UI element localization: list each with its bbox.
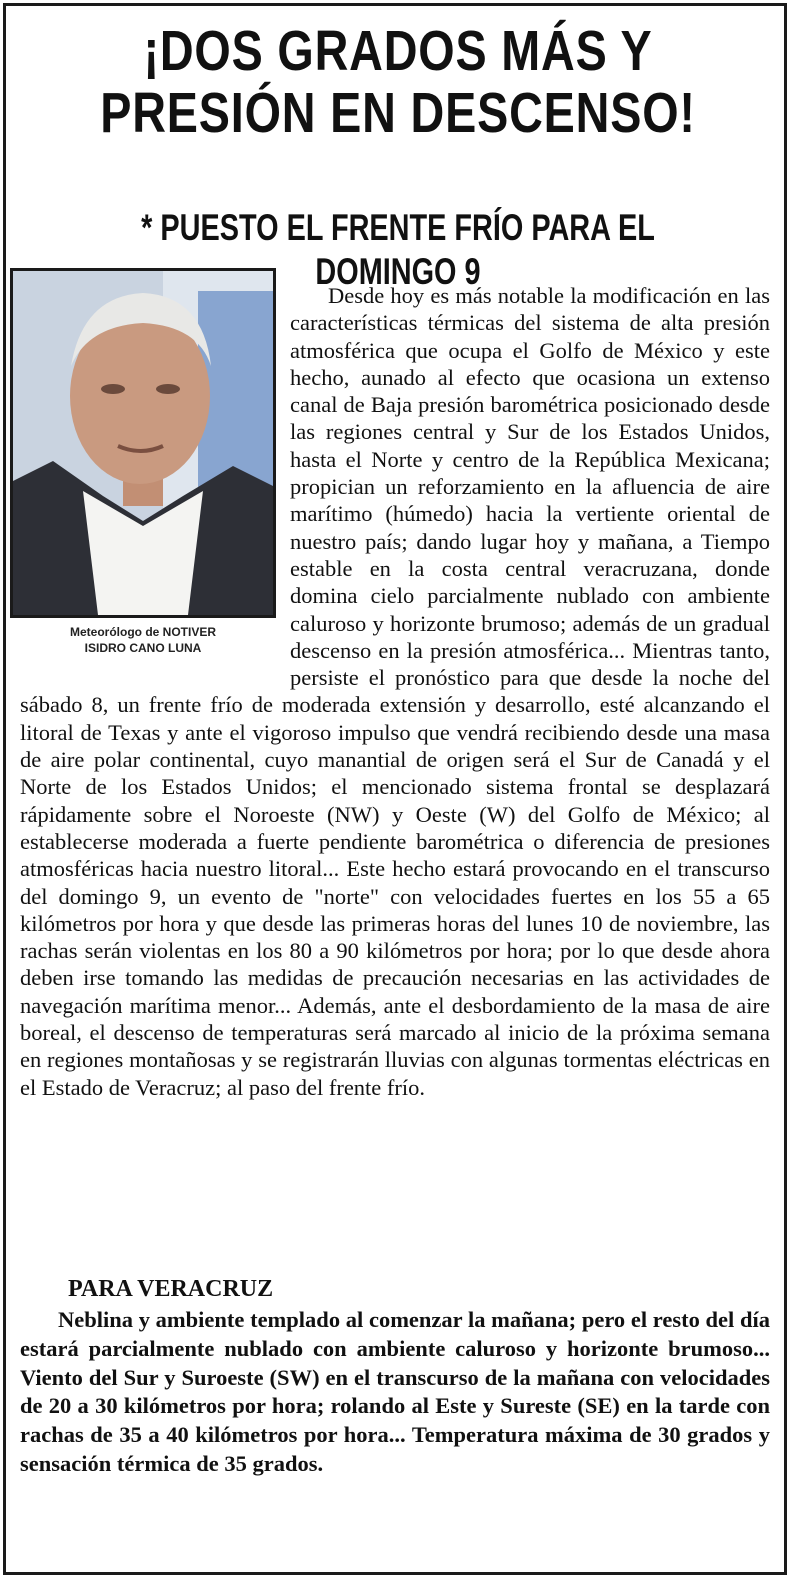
subheadline: * PUESTO EL FRENTE FRÍO PARA EL DOMINGO 9	[141, 207, 655, 292]
headline	[77, 20, 720, 144]
body-paragraph: Desde hoy es más notable la modificación en las características térmicas del sistema de alta presión atmosférica que ocupa el Golfo de México y este hecho, aunado al efecto que ocasiona un extenso canal de Baja presión barométrica posicionado desde las regiones central y Sur de los Estados Unidos, hasta el Norte y centro de la República Mexicana; propician un reforzamiento en la afluencia de aire marítimo (húmedo) hacia la vertiente oriental de nuestro país; dando lugar hoy y mañana, a Tiempo estable en la costa central veracruzana, donde domina cielo parcialmente nublado con ambiente caluroso y horizonte brumoso; además de un gradual descenso en la presión atmosférica... Mientras tanto, persiste el pronóstico para que desde la noche del sábado 8, un frente frío de moderada extensión y desarrollo, esté alcanzando el litoral de Texas y ante el vigoroso impulso que vendrá recibiendo desde una masa de aire polar continental, cuyo manantial de origen será el Sur de Canadá y el Norte de los Estados Unidos; el mencionado sistema frontal se desplazará rápidamente sobre el Noroeste (NW) y Oeste (W) del Golfo de México; al establecerse moderada a fuerte pendiente barométrica o diferencia de presiones atmosféricas hacia nuestro litoral... Este hecho estará provocando en el transcurso del domingo 9, un evento de "norte" con velocidades fuertes en los 55 a 65 kilómetros por hora y que desde las primeras horas del lunes 10 de noviembre, las rachas serán violentas en los 80 a 90 kilómetros por hora; por lo que desde ahora deben irse tomando las medidas de precaución necesarias en las actividades de navegación marítima menor... Además, ante el desbordamiento de la masa de aire boreal, el descenso de temperaturas será marcado al inicio de la próxima semana en regiones montañosas y se registrarán lluvias con algunas tormentas eléctricas en el Estado de Veracruz; al paso del frente frío.	[20, 283, 770, 1100]
section-title: PARA VERACRUZ	[68, 1276, 274, 1302]
caption-line-1: Meteorólogo de NOTIVER	[69, 625, 216, 639]
article-body	[20, 282, 770, 1101]
headline-line-1: ¡DOS GRADOS MÁS Y	[143, 19, 653, 83]
forecast-paragraph: Neblina y ambiente templado al comenzar la mañana; pero el resto del día estará parcialmente nublado con ambiente caluroso y horizonte brumoso... Viento del Sur y Suroeste (SW) en el transcurso de la mañana con velocidades de 20 a 30 kilómetros por hora; rolando al Este y Sureste (SE) en la tarde con rachas de 35 a 40 kilómetros por hora... Temperatura máxima de 30 grados y sensación térmica de 35 grados.	[20, 1307, 770, 1476]
caption-line-2: ISIDRO CANO LUNA	[84, 641, 202, 655]
headline-line-2: PRESIÓN EN DESCENSO!	[100, 81, 696, 145]
photo-wrap-space	[20, 282, 290, 680]
